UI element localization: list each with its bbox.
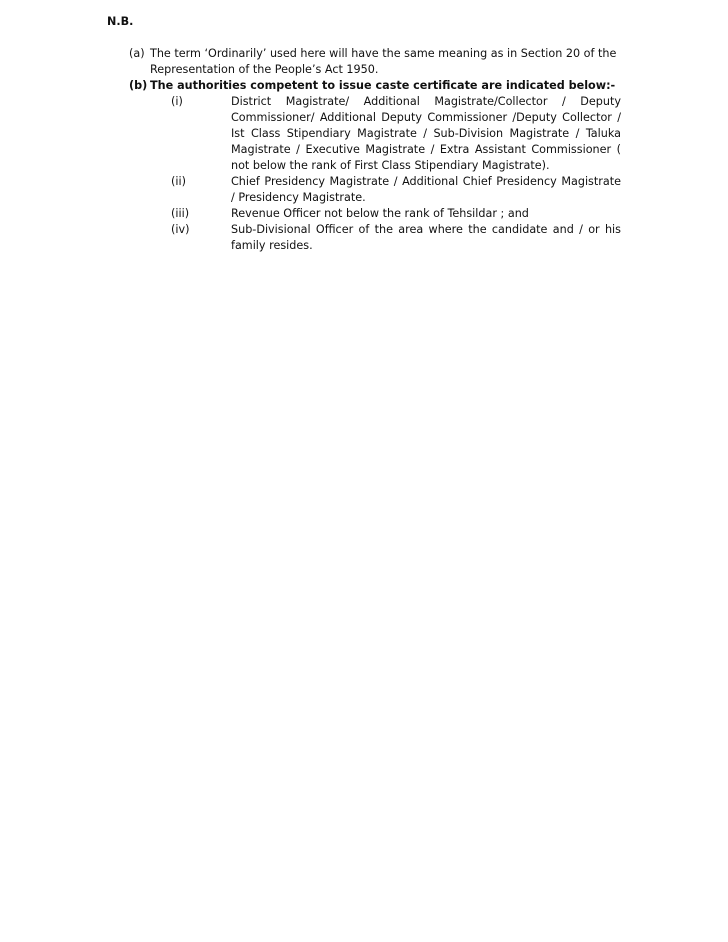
authority-ii-marker: (ii) (171, 175, 186, 188)
nb-heading: N.B. (107, 15, 134, 28)
authority-iii-marker: (iii) (171, 207, 190, 220)
item-a-text: The term ‘Ordinarily’ used here will have the same meaning as in Section 20 of the Representation of the People’s Act 1950. (150, 47, 617, 76)
item-b-marker: (b) (129, 79, 148, 92)
item-b-text: The authorities competent to issue caste certificate are indicated below:- (150, 79, 616, 92)
item-a-marker: (a) (129, 47, 145, 60)
authority-i-text: District Magistrate/ Additional Magistrate/Collector / Deputy Commissioner/ Additional Deputy Commissioner /Deputy Collector / Ist Class Stipendiary Magistrate / Sub-Division Magistrate / Taluka Magistrate / Executive Magistrate / Extra Assistant Commissioner ( not below the rank of First Class Stipendiary Magistrate). (231, 95, 621, 172)
authority-iv-text: Sub-Divisional Officer of the area where the candidate and / or his family resides. (231, 223, 621, 252)
authority-iii-text: Revenue Officer not below the rank of Tehsildar ; and (231, 207, 529, 220)
authority-i-marker: (i) (171, 95, 183, 108)
authority-ii-text: Chief Presidency Magistrate / Additional Chief Presidency Magistrate / Presidency Magistrate. (231, 175, 621, 204)
authority-iv-marker: (iv) (171, 223, 190, 236)
note-item-b (129, 78, 629, 94)
note-item-a (129, 46, 629, 78)
